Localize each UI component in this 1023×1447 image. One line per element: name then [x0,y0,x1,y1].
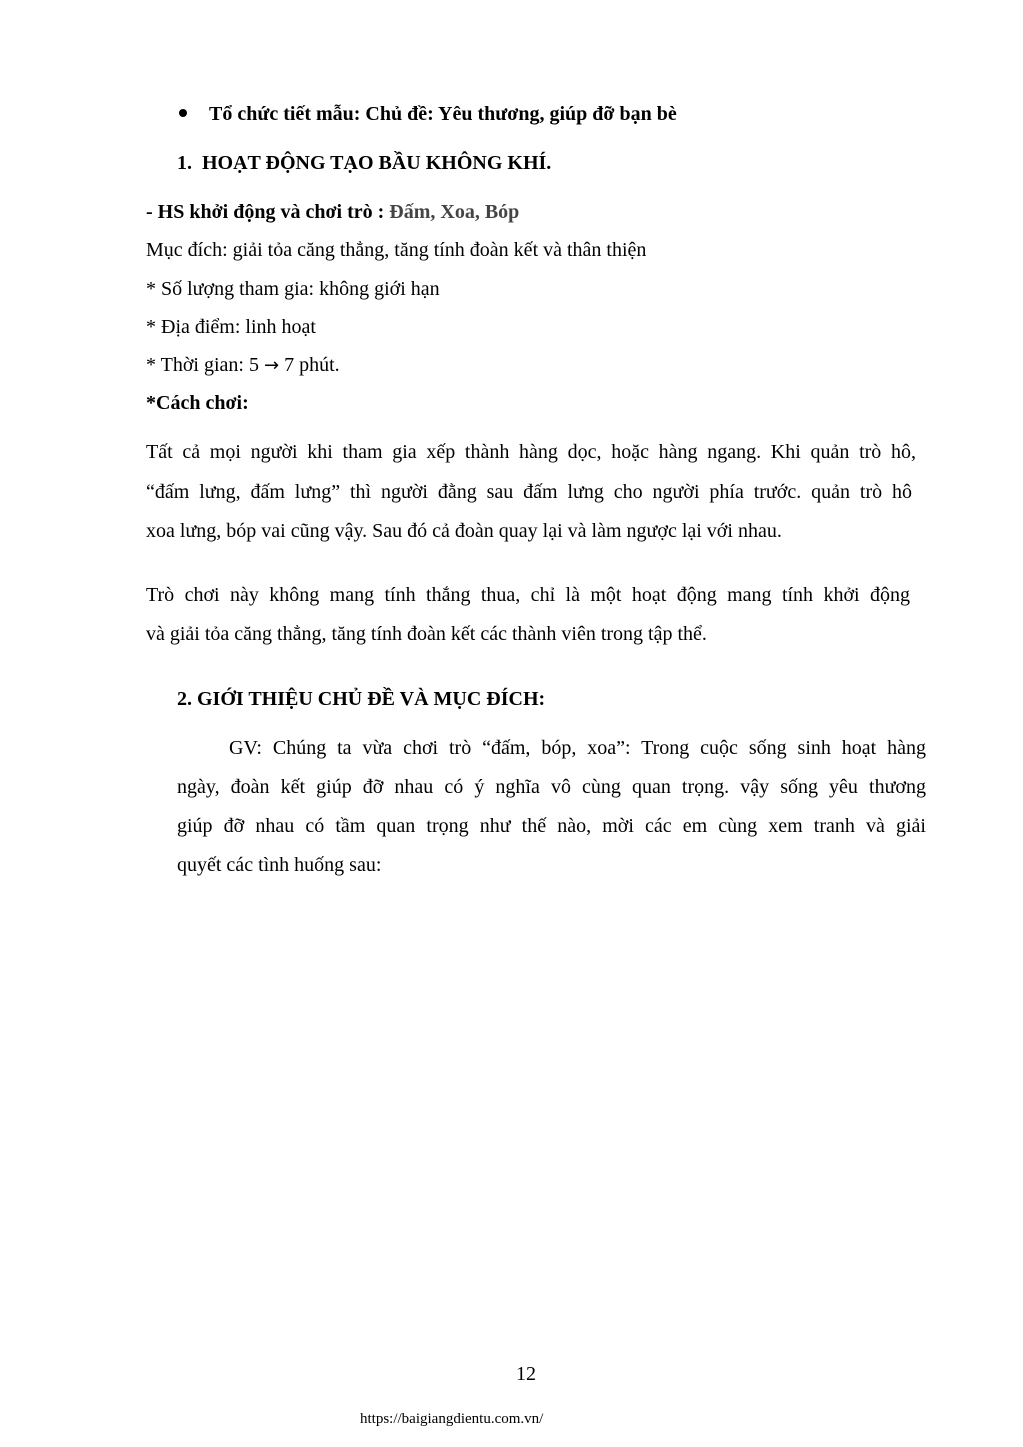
gv-line-4: quyết các tình huống sau: [177,854,382,876]
location-text: * Địa điểm: linh hoạt [146,316,316,338]
rules-line-1: Tất cả mọi người khi tham gia xếp thành hàng dọc, hoặc hàng ngang. Khi quản trò hô, [146,441,916,463]
section2-title: 2. GIỚI THIỆU CHỦ ĐỀ VÀ MỤC ĐÍCH: [177,688,546,710]
gv-line-1: GV: Chúng ta vừa chơi trò “đấm, bóp, xoa”: Trong cuộc sống sinh hoạt hàng [229,737,926,759]
arrow-right-icon: → [263,355,280,376]
time-text [146,353,340,378]
bullet-heading: Tổ chức tiết mẫu: Chủ đề: Yêu thương, giúp đỡ bạn bè [209,103,677,125]
bullet-icon [179,109,187,117]
gv-line-2: ngày, đoàn kết giúp đỡ nhau có ý nghĩa vô cùng quan trọng. vậy sống yêu thương [177,776,926,798]
time-suffix: 7 phút. [279,354,340,376]
how-to-play-label: *Cách chơi: [146,392,249,414]
section1-title: HOẠT ĐỘNG TẠO BẦU KHÔNG KHÍ. [202,152,552,174]
gv-line-3: giúp đỡ nhau có tầm quan trọng như thế nào, mời các em cùng xem tranh và giải [177,815,926,837]
note-line-2: và giải tỏa căng thẳng, tăng tính đoàn kết các thành viên trong tập thể. [146,623,707,645]
participants-text: * Số lượng tham gia: không giới hạn [146,278,440,300]
game-intro [146,200,519,224]
note-line-1: Trò chơi này không mang tính thắng thua, chỉ là một hoạt động mang tính khởi động [146,584,910,606]
game-intro-prefix: - HS khởi động và chơi trò : [146,201,390,223]
section1-heading [177,151,551,175]
footer-url[interactable]: https://baigiangdientu.com.vn/ [360,1411,544,1427]
section1-number: 1. [177,152,192,174]
game-name: Đấm, Xoa, Bóp [389,201,520,223]
rules-line-2: “đấm lưng, đấm lưng” thì người đằng sau đấm lưng cho người phía trước. quản trò hô [146,481,912,503]
page-number: 12 [516,1363,536,1385]
time-prefix: * Thời gian: 5 [146,354,264,376]
rules-line-3: xoa lưng, bóp vai cũng vậy. Sau đó cả đoàn quay lại và làm ngược lại với nhau. [146,520,782,542]
purpose-text: Mục đích: giải tỏa căng thẳng, tăng tính đoàn kết và thân thiện [146,239,647,261]
